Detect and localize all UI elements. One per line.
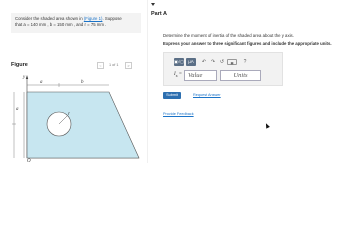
shaded-area	[27, 92, 139, 158]
prev-figure-button[interactable]: <	[97, 62, 104, 69]
figure-count: 1 of 1	[109, 63, 119, 67]
help-icon[interactable]: ?	[243, 59, 247, 65]
problem-after-link: . Suppose	[102, 16, 122, 21]
problem-values: that a = 140 mm , b = 150 mm , and r = 75 mm .	[15, 21, 107, 27]
y-axis-label: y	[23, 75, 26, 80]
problem-intro: Consider the shaded area shown in	[15, 16, 83, 21]
part-title: Part A	[151, 11, 167, 17]
value-input[interactable]: Value	[184, 70, 217, 81]
shaded-area-diagram	[11, 72, 141, 162]
request-answer-link[interactable]: Request Answer	[193, 93, 221, 97]
dim-a-top-1: a	[40, 80, 43, 85]
instruction-text: Express your answer to three significant figures and include the appropriate units.	[163, 41, 332, 46]
next-figure-button[interactable]: >	[125, 62, 132, 69]
y-axis-arrow	[26, 75, 28, 79]
symbols-button[interactable]: μA	[186, 58, 196, 66]
problem-statement	[15, 16, 140, 27]
figure-link[interactable]: (Figure 1)	[83, 16, 103, 21]
redo-icon[interactable]: ↷	[210, 59, 216, 65]
mouse-cursor-icon	[264, 122, 270, 128]
answer-panel	[163, 52, 283, 86]
dim-a-left-label: a	[16, 107, 19, 112]
moment-subscript: x	[175, 73, 178, 78]
figure-title: Figure	[11, 62, 28, 68]
dim-b-label: b	[81, 80, 84, 85]
collapse-chevron-icon[interactable]	[151, 3, 155, 6]
keyboard-icon[interactable]: ▦	[227, 59, 237, 65]
submit-button[interactable]: Submit	[163, 92, 181, 99]
moment-symbol: I	[174, 72, 176, 77]
panel-divider	[147, 0, 148, 163]
reset-icon[interactable]: ↺	[219, 59, 225, 65]
templates-button[interactable]: ▣√▢	[174, 59, 184, 64]
figure-diagram	[11, 72, 141, 162]
origin-label: O	[27, 159, 31, 162]
undo-icon[interactable]: ↶	[201, 59, 207, 65]
units-input[interactable]: Units	[220, 70, 261, 81]
question-text: Determine the moment of inertia of the shaded area about the y axis.	[163, 33, 294, 38]
radius-label: r	[68, 112, 70, 117]
figure-pager	[97, 62, 137, 70]
moment-equals: =	[177, 72, 182, 77]
moment-label	[174, 72, 182, 78]
provide-feedback-link[interactable]: Provide Feedback	[163, 112, 194, 116]
